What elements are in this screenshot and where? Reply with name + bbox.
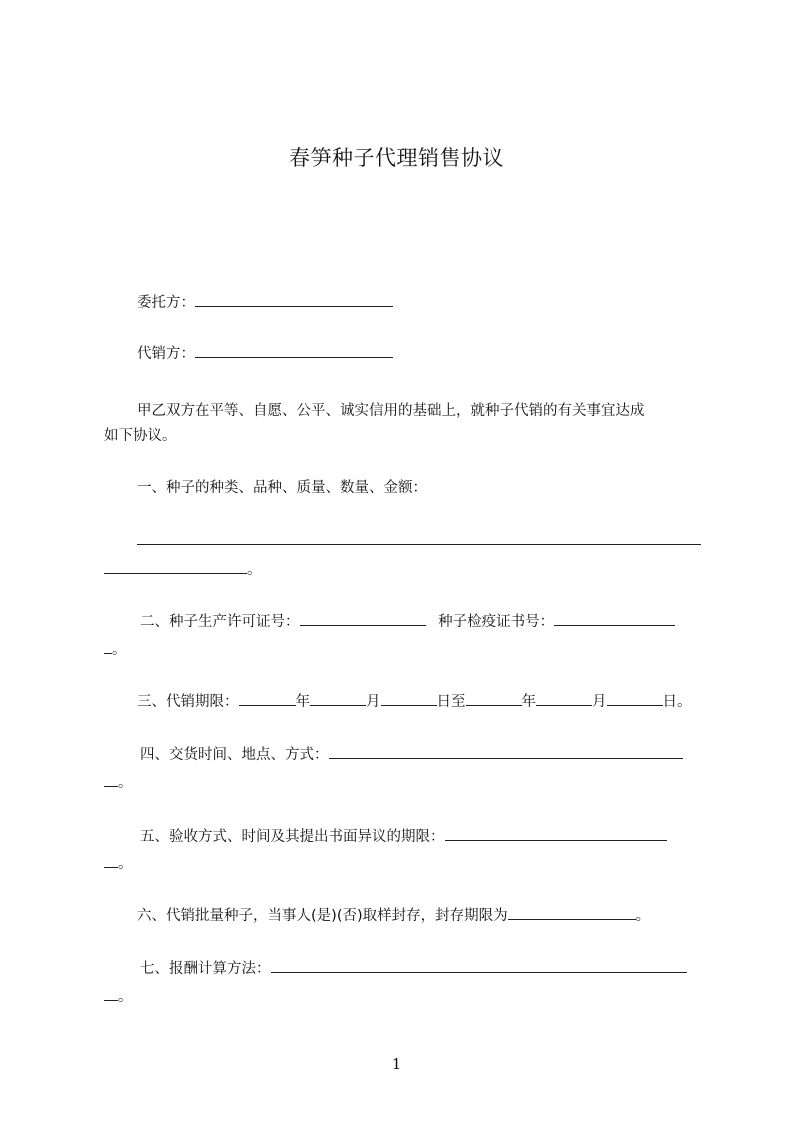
agent-party-label: 代销方： <box>137 346 195 362</box>
intro-line-2: 如下协议。 <box>104 428 177 444</box>
agency-period-label: 三、代销期限： <box>137 694 239 710</box>
section-7-line <box>140 958 687 979</box>
quarantine-cert-blank <box>554 611 675 626</box>
agent-party-line <box>137 343 393 364</box>
section-1-heading: 一、种子的种类、品种、质量、数量、金额： <box>137 480 427 496</box>
remuneration-label: 七、报酬计算方法： <box>140 961 271 977</box>
section-2-continuation: 。 <box>104 639 127 660</box>
section-4-line <box>140 744 683 765</box>
entrusting-party-blank <box>195 292 393 307</box>
section-1-blank-line-1 <box>137 530 701 551</box>
acceptance-label: 五、验收方式、时间及其提出书面异议的期限： <box>140 829 445 845</box>
section-6-line: 六、代销批量种子，当事人(是)(否)取样封存，封存期限为 。 <box>137 905 650 926</box>
entrusting-party-label: 委托方： <box>137 295 195 311</box>
section-1-period: 。 <box>247 562 262 578</box>
agent-party-blank <box>195 343 393 358</box>
end-day-blank <box>607 691 663 706</box>
start-day-blank <box>381 691 437 706</box>
section-1-blank-line-2 <box>104 559 262 580</box>
document-title: 春笋种子代理销售协议 <box>289 146 504 170</box>
section-5-continuation: 。 <box>104 853 133 874</box>
start-year-blank <box>239 691 296 706</box>
sample-sealing-text: 六、代销批量种子，当事人(是)(否)取样封存，封存期限为 <box>137 908 508 924</box>
production-license-blank <box>300 611 426 626</box>
remuneration-blank <box>271 958 687 973</box>
sealing-period-blank <box>508 905 636 920</box>
section-3-line: 三、代销期限： 年 月 日至 年 月 日。 <box>137 691 692 712</box>
start-month-blank <box>310 691 366 706</box>
section-5-line <box>140 826 667 847</box>
delivery-blank <box>329 744 683 759</box>
entrusting-party-line <box>137 292 393 313</box>
end-month-blank <box>536 691 592 706</box>
section-7-continuation: 。 <box>104 986 133 1007</box>
section-2-line <box>140 611 675 632</box>
acceptance-blank <box>445 826 667 841</box>
section-4-continuation: 。 <box>104 772 133 793</box>
production-license-label: 二、种子生产许可证号： <box>140 614 300 630</box>
end-year-blank <box>466 691 522 706</box>
page-number: 1 <box>391 1055 402 1073</box>
intro-line-1: 甲乙双方在平等、自愿、公平、诚实信用的基础上，就种子代销的有关事宜达成 <box>137 403 645 419</box>
delivery-label: 四、交货时间、地点、方式： <box>140 747 329 763</box>
quarantine-cert-label: 种子检疫证书号： <box>438 614 555 630</box>
